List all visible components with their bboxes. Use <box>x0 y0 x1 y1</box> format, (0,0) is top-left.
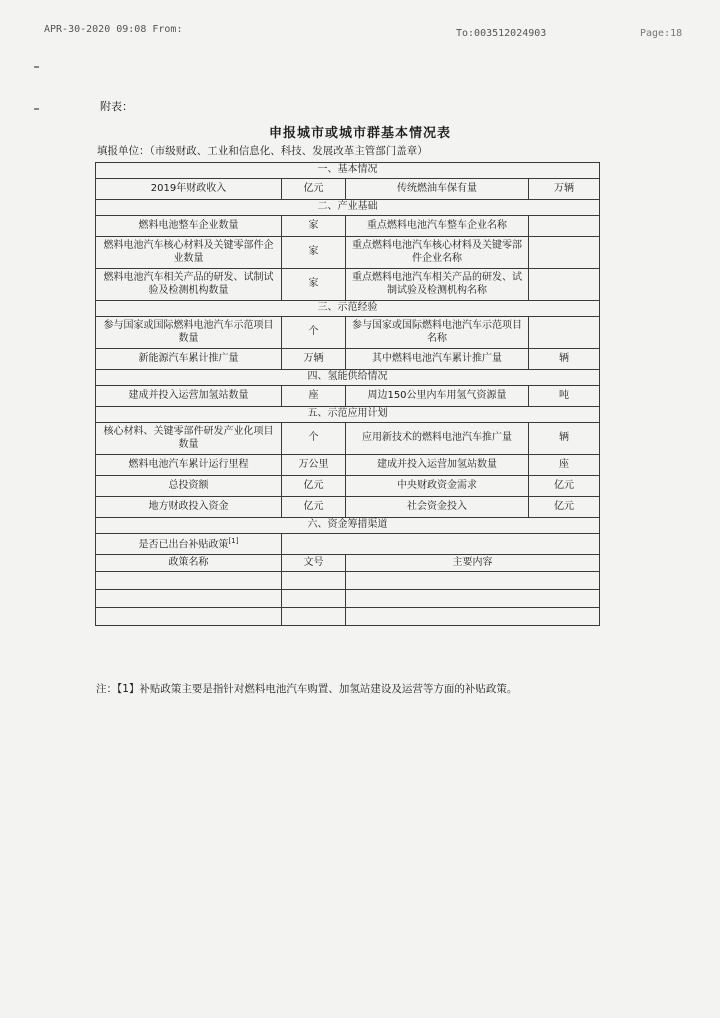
application-form-table <box>95 162 600 626</box>
field-unit[interactable]: 万辆 <box>529 179 600 200</box>
field-unit[interactable]: 亿元 <box>282 179 346 200</box>
field-label: 燃料电池汽车累计运行里程 <box>96 455 282 476</box>
footnote-ref: [1] <box>228 536 239 545</box>
field-label: 建成并投入运营加氢站数量 <box>96 386 282 407</box>
annex-label: 附表： <box>100 100 133 113</box>
policy-doc-cell[interactable] <box>282 590 346 608</box>
field-unit[interactable]: 座 <box>282 386 346 407</box>
policy-row <box>96 590 600 608</box>
fax-sender-line: APR-30-2020 09:08 From: <box>44 24 183 35</box>
table-row <box>96 237 600 269</box>
section-header: 四、氢能供给情况 <box>96 370 600 386</box>
scan-mark <box>34 108 39 110</box>
field-label: 其中燃料电池汽车累计推广量 <box>346 349 529 370</box>
table-row <box>96 534 600 555</box>
table-row <box>96 349 600 370</box>
policy-doc-cell[interactable] <box>282 608 346 626</box>
field-unit[interactable]: 座 <box>529 455 600 476</box>
subsidy-answer[interactable] <box>282 534 600 555</box>
field-unit[interactable]: 亿元 <box>529 497 600 518</box>
policy-content-cell[interactable] <box>346 608 600 626</box>
section-header: 六、资金筹措渠道 <box>96 518 600 534</box>
field-label: 建成并投入运营加氢站数量 <box>346 455 529 476</box>
page-title: 申报城市或城市群基本情况表 <box>268 126 451 141</box>
section-header: 三、示范经验 <box>96 301 600 317</box>
field-unit[interactable]: 辆 <box>529 349 600 370</box>
field-label: 新能源汽车累计推广量 <box>96 349 282 370</box>
field-label: 核心材料、关键零部件研发产业化项目数量 <box>96 423 282 455</box>
policy-name-cell[interactable] <box>96 572 282 590</box>
field-label: 地方财政投入资金 <box>96 497 282 518</box>
section-row <box>96 518 600 534</box>
table-row <box>96 423 600 455</box>
field-unit[interactable]: 家 <box>282 269 346 301</box>
field-value[interactable] <box>529 216 600 237</box>
fill-unit-line: 填报单位：（市级财政、工业和信息化、科技、发展改革主管部门盖章） <box>97 145 428 157</box>
field-label: 社会资金投入 <box>346 497 529 518</box>
fax-recipient-line: To:003512024903 <box>456 28 547 39</box>
field-label: 燃料电池整车企业数量 <box>96 216 282 237</box>
section-row <box>96 200 600 216</box>
subsidy-question <box>96 534 282 555</box>
field-label: 中央财政资金需求 <box>346 476 529 497</box>
policy-name-cell[interactable] <box>96 590 282 608</box>
policy-name-cell[interactable] <box>96 608 282 626</box>
table-row <box>96 269 600 301</box>
field-label: 周边150公里内车用氢气资源量 <box>346 386 529 407</box>
field-label: 传统燃油车保有量 <box>346 179 529 200</box>
column-header: 政策名称 <box>96 555 282 572</box>
field-label: 重点燃料电池汽车核心材料及关键零部件企业名称 <box>346 237 529 269</box>
section-row <box>96 407 600 423</box>
footnote: 注：【1】补贴政策主要是指针对燃料电池汽车购置、加氢站建设及运营等方面的补贴政策。 <box>96 683 518 695</box>
field-label: 应用新技术的燃料电池汽车推广量 <box>346 423 529 455</box>
policy-doc-cell[interactable] <box>282 572 346 590</box>
field-unit[interactable]: 万公里 <box>282 455 346 476</box>
field-unit[interactable]: 个 <box>282 423 346 455</box>
field-unit[interactable]: 个 <box>282 317 346 349</box>
field-value[interactable] <box>529 269 600 301</box>
field-label: 参与国家或国际燃料电池汽车示范项目名称 <box>346 317 529 349</box>
fax-page-number: Page:18 <box>640 28 683 39</box>
section-header: 二、产业基础 <box>96 200 600 216</box>
field-unit[interactable]: 亿元 <box>282 497 346 518</box>
field-label: 参与国家或国际燃料电池汽车示范项目数量 <box>96 317 282 349</box>
section-header: 一、基本情况 <box>96 163 600 179</box>
table-row <box>96 216 600 237</box>
section-row <box>96 301 600 317</box>
field-label: 重点燃料电池汽车相关产品的研发、试制试验及检测机构名称 <box>346 269 529 301</box>
table-row <box>96 386 600 407</box>
field-label: 燃料电池汽车核心材料及关键零部件企业数量 <box>96 237 282 269</box>
field-label: 燃料电池汽车相关产品的研发、试制试验及检测机构数量 <box>96 269 282 301</box>
field-unit[interactable]: 家 <box>282 216 346 237</box>
policy-row <box>96 572 600 590</box>
field-value[interactable] <box>529 237 600 269</box>
table-row <box>96 497 600 518</box>
field-unit[interactable]: 万辆 <box>282 349 346 370</box>
policy-header-row <box>96 555 600 572</box>
field-label: 2019年财政收入 <box>96 179 282 200</box>
fax-header <box>44 24 700 44</box>
table-row <box>96 179 600 200</box>
policy-content-cell[interactable] <box>346 572 600 590</box>
field-unit[interactable]: 家 <box>282 237 346 269</box>
table-row <box>96 455 600 476</box>
column-header: 文号 <box>282 555 346 572</box>
field-label: 重点燃料电池汽车整车企业名称 <box>346 216 529 237</box>
column-header: 主要内容 <box>346 555 600 572</box>
scan-mark <box>34 66 39 68</box>
subsidy-question-text: 是否已出台补贴政策 <box>138 538 229 550</box>
field-unit[interactable]: 吨 <box>529 386 600 407</box>
field-unit[interactable]: 辆 <box>529 423 600 455</box>
field-unit[interactable]: 亿元 <box>529 476 600 497</box>
field-unit[interactable]: 亿元 <box>282 476 346 497</box>
field-value[interactable] <box>529 317 600 349</box>
table-row <box>96 317 600 349</box>
policy-content-cell[interactable] <box>346 590 600 608</box>
section-row <box>96 370 600 386</box>
field-label: 总投资额 <box>96 476 282 497</box>
table-row <box>96 476 600 497</box>
section-row <box>96 163 600 179</box>
section-header: 五、示范应用计划 <box>96 407 600 423</box>
policy-row <box>96 608 600 626</box>
